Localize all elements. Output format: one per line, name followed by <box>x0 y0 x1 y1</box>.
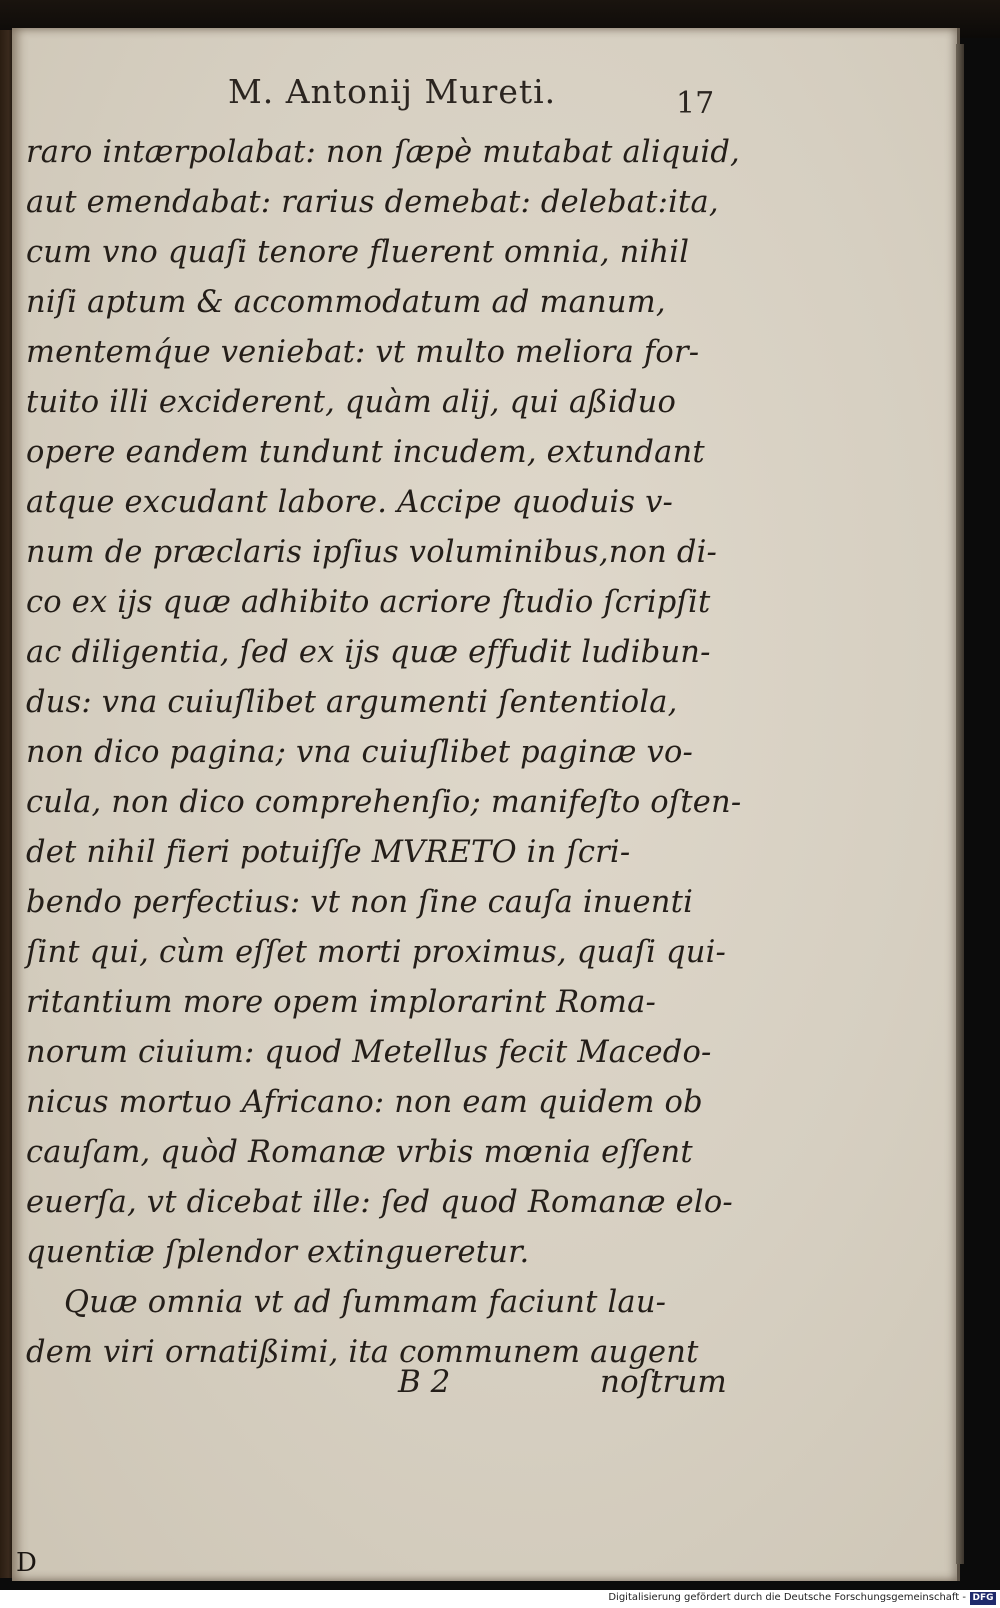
text-line: co ex ijs quæ adhibito acriore ſtudio ſcripſit <box>26 585 711 620</box>
text-line: niſi aptum & accommodatum ad manum, <box>26 285 666 320</box>
text-line: ritantium more opem implorarint Roma- <box>26 985 656 1020</box>
text-line: mentemq́ue veniebat: vt multo meliora for- <box>26 335 700 370</box>
text-line: euerſa, vt dicebat ille: ſed quod Romanæ elo- <box>26 1185 733 1220</box>
text-line-indented: Quæ omnia vt ad ſummam faciunt lau- <box>64 1285 667 1320</box>
text-line: cum vno quaſi tenore fluerent omnia, nihil <box>26 235 690 270</box>
digitization-credit: Digitalisierung gefördert durch die Deutsche Forschungsgemeinschaft - <box>608 1592 966 1603</box>
text-line: cula, non dico comprehenſio; manifeſto oſten- <box>26 785 742 820</box>
signature-mark: B 2 <box>398 1364 451 1400</box>
text-line: cauſam, quòd Romanæ vrbis mœnia eſſent <box>26 1135 693 1170</box>
page-number: 17 <box>676 86 715 121</box>
dfg-logo: DFG <box>970 1592 996 1605</box>
text-line: num de præclaris ipſius voluminibus,non di- <box>26 535 718 570</box>
page-foot-line <box>0 1364 1000 1414</box>
running-head: M. Antonij Mureti. <box>228 72 557 111</box>
text-line: aut emendabat: rarius demebat: delebat:ita, <box>26 185 719 220</box>
text-line: norum ciuium: quod Metellus fecit Macedo- <box>26 1035 712 1070</box>
text-line: raro intærpolabat: non ſæpè mutabat aliquid, <box>26 135 740 170</box>
text-line: dem viri ornatißimi, ita communem augent <box>26 1335 699 1370</box>
text-line: ſint qui, cùm eſſet morti proximus, quaſi qui- <box>26 935 727 970</box>
text-line: ac diligentia, ſed ex ijs quæ effudit ludibun- <box>26 635 711 670</box>
text-line: quentiæ ſplendor extingueretur. <box>26 1235 530 1270</box>
text-line: bendo perfectius: vt non ſine cauſa inuenti <box>26 885 694 920</box>
text-line: det nihil fieri potuiſſe MVRETO in ſcri- <box>26 835 631 870</box>
catchword: noſtrum <box>600 1364 727 1400</box>
text-line: opere eandem tundunt incudem, extundant <box>26 435 705 470</box>
text-line: dus: vna cuiuſlibet argumenti ſententiola, <box>26 685 678 720</box>
page-fore-edge <box>956 44 964 1564</box>
text-line: non dico pagina; vna cuiuſlibet paginæ vo- <box>26 735 694 770</box>
bleed-through-mark: D <box>16 1548 37 1578</box>
body-text <box>26 128 742 1378</box>
text-line: atque excudant labore. Accipe quoduis v- <box>26 485 674 520</box>
page-header <box>0 72 1000 122</box>
text-line: nicus mortuo Africano: non eam quidem ob <box>26 1085 703 1120</box>
text-line: tuito illi exciderent, quàm alij, qui aßiduo <box>26 385 677 420</box>
